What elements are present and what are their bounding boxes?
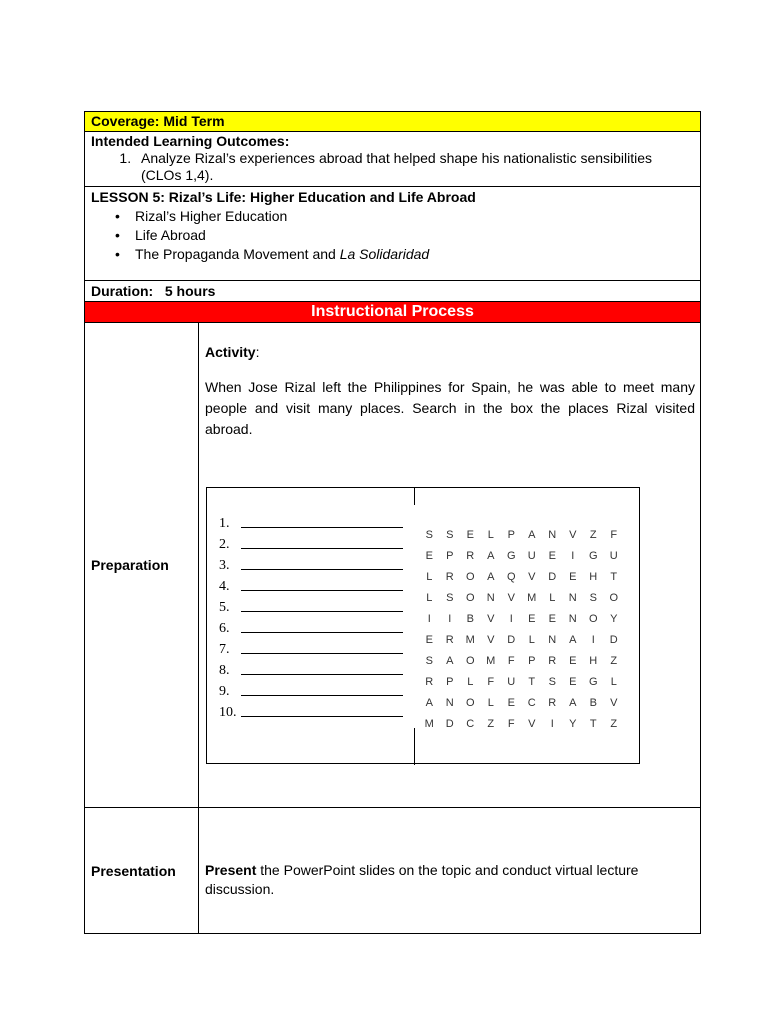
grid-letter: R xyxy=(548,654,557,667)
learning-outcomes-row xyxy=(85,132,700,187)
grid-letter: I xyxy=(448,612,452,625)
grid-letter: O xyxy=(465,591,475,604)
grid-letter: E xyxy=(466,528,474,541)
grid-letter: L xyxy=(426,570,433,583)
grid-letter: C xyxy=(466,717,475,730)
grid-letter: C xyxy=(527,696,536,709)
grid-letter: O xyxy=(465,654,475,667)
grid-letter: L xyxy=(549,591,556,604)
grid-letter: L xyxy=(467,675,474,688)
answer-blank[interactable] xyxy=(241,534,403,549)
lesson-table xyxy=(84,111,701,934)
learning-outcome-item: 1. Analyze Rizal’s experiences abroad that helped shape his nationalistic sensibilities (CLOs 1,4). xyxy=(135,150,694,184)
grid-letter: O xyxy=(465,696,475,709)
grid-letter: N xyxy=(445,696,454,709)
grid-letter: A xyxy=(446,654,454,667)
grid-row xyxy=(419,524,624,545)
grid-letter: M xyxy=(527,591,537,604)
answer-number: 7. xyxy=(219,642,230,657)
instructional-process-header xyxy=(85,302,700,323)
grid-letter: U xyxy=(609,549,618,562)
grid-row xyxy=(419,650,624,671)
grid-letter: P xyxy=(528,654,536,667)
box-divider xyxy=(414,488,415,505)
grid-letter: M xyxy=(486,654,496,667)
word-search-grid xyxy=(419,524,624,734)
grid-letter: B xyxy=(466,612,474,625)
grid-letter: P xyxy=(446,675,454,688)
grid-letter: G xyxy=(506,549,516,562)
grid-letter: E xyxy=(569,570,577,583)
lesson-topic: • Life Abroad xyxy=(135,226,694,245)
grid-row xyxy=(419,713,624,734)
grid-letter: S xyxy=(425,528,433,541)
grid-letter: A xyxy=(569,633,577,646)
learning-outcomes-heading: Intended Learning Outcomes: xyxy=(91,133,290,149)
answer-number: 10. xyxy=(219,705,237,720)
grid-letter: P xyxy=(507,528,515,541)
grid-letter: T xyxy=(610,570,618,583)
lesson-topic-italic: La Solidaridad xyxy=(339,246,430,262)
grid-letter: M xyxy=(424,717,434,730)
grid-letter: V xyxy=(507,591,515,604)
grid-letter: N xyxy=(548,528,557,541)
grid-letter: E xyxy=(507,696,515,709)
answer-blank[interactable] xyxy=(241,597,403,612)
grid-letter: A xyxy=(425,696,433,709)
lesson-title: LESSON 5: Rizal’s Life: Higher Education and Life Abroad xyxy=(91,189,476,205)
grid-letter: V xyxy=(610,696,618,709)
answer-blank[interactable] xyxy=(241,702,403,717)
grid-letter: E xyxy=(425,549,433,562)
preparation-row xyxy=(85,323,700,808)
grid-letter: I xyxy=(509,612,513,625)
answer-blank[interactable] xyxy=(241,513,403,528)
grid-letter: D xyxy=(548,570,557,583)
grid-letter: E xyxy=(569,675,577,688)
answer-blank[interactable] xyxy=(241,618,403,633)
answer-number: 4. xyxy=(219,579,230,594)
grid-letter: I xyxy=(591,633,595,646)
grid-letter: M xyxy=(465,633,475,646)
grid-letter: O xyxy=(609,591,619,604)
answer-line[interactable] xyxy=(219,658,403,679)
word-search-box xyxy=(206,487,640,764)
grid-letter: A xyxy=(569,696,577,709)
answer-line[interactable] xyxy=(219,532,403,553)
grid-letter: S xyxy=(548,675,556,688)
grid-letter: G xyxy=(588,549,598,562)
grid-letter: I xyxy=(550,717,554,730)
answer-number: 8. xyxy=(219,663,230,678)
answer-number: 3. xyxy=(219,558,230,573)
lesson-row xyxy=(85,187,700,281)
grid-letter: H xyxy=(589,654,598,667)
preparation-body xyxy=(199,323,700,807)
grid-letter: E xyxy=(528,612,536,625)
grid-letter: F xyxy=(507,717,515,730)
grid-letter: P xyxy=(446,549,454,562)
grid-letter: E xyxy=(548,549,556,562)
grid-row xyxy=(419,671,624,692)
activity-heading-text: Activity xyxy=(205,344,256,360)
presentation-label: Presentation xyxy=(85,808,199,933)
grid-letter: F xyxy=(487,675,495,688)
grid-row xyxy=(419,545,624,566)
grid-row xyxy=(419,629,624,650)
answer-blank[interactable] xyxy=(241,681,403,696)
grid-letter: I xyxy=(427,612,431,625)
grid-letter: E xyxy=(425,633,433,646)
presentation-text: the PowerPoint slides on the topic and conduct virtual lecture discussion. xyxy=(205,862,639,897)
presentation-instructions xyxy=(205,861,695,899)
grid-letter: D xyxy=(507,633,516,646)
grid-letter: R xyxy=(445,633,454,646)
box-divider xyxy=(414,728,415,765)
duration-row xyxy=(85,281,700,302)
grid-letter: V xyxy=(487,633,495,646)
answer-blank[interactable] xyxy=(241,639,403,654)
answer-line[interactable] xyxy=(219,616,403,637)
answer-line[interactable] xyxy=(219,595,403,616)
grid-letter: S xyxy=(446,591,454,604)
grid-letter: Y xyxy=(610,612,618,625)
answer-lines xyxy=(219,511,403,721)
grid-letter: E xyxy=(569,654,577,667)
presentation-row xyxy=(85,808,700,933)
grid-letter: O xyxy=(465,570,475,583)
grid-letter: N xyxy=(486,591,495,604)
grid-letter: B xyxy=(589,696,597,709)
grid-letter: Z xyxy=(610,654,618,667)
answer-line[interactable] xyxy=(219,574,403,595)
coverage-label: Coverage: Mid Term xyxy=(91,113,225,129)
duration-label: Duration: 5 hours xyxy=(91,283,216,299)
grid-letter: R xyxy=(466,549,475,562)
presentation-bold: Present xyxy=(205,862,257,878)
answer-number: 6. xyxy=(219,621,230,636)
preparation-label: Preparation xyxy=(85,323,199,807)
grid-letter: R xyxy=(425,675,434,688)
answer-number: 5. xyxy=(219,600,230,615)
grid-letter: H xyxy=(589,570,598,583)
lesson-topic-text: The Propaganda Movement and xyxy=(135,246,336,262)
answer-number: 1. xyxy=(219,516,230,531)
grid-letter: V xyxy=(487,612,495,625)
grid-row xyxy=(419,587,624,608)
answer-line[interactable] xyxy=(219,511,403,532)
grid-letter: R xyxy=(445,570,454,583)
grid-letter: S xyxy=(589,591,597,604)
activity-instructions: When Jose Rizal left the Philippines for Spain, he was able to meet many people and visit many places. Search in the box the places Rizal visited abroad. xyxy=(205,379,695,437)
grid-letter: U xyxy=(507,675,516,688)
grid-row xyxy=(419,692,624,713)
grid-letter: U xyxy=(527,549,536,562)
grid-letter: E xyxy=(548,612,556,625)
answer-line[interactable] xyxy=(219,679,403,700)
grid-letter: A xyxy=(487,549,495,562)
grid-letter: Z xyxy=(487,717,495,730)
grid-letter: L xyxy=(487,528,494,541)
grid-letter: F xyxy=(507,654,515,667)
answer-blank[interactable] xyxy=(241,660,403,675)
grid-letter: Q xyxy=(506,570,516,583)
answer-blank[interactable] xyxy=(241,576,403,591)
grid-letter: T xyxy=(589,717,597,730)
grid-letter: N xyxy=(548,633,557,646)
grid-letter: D xyxy=(445,717,454,730)
grid-letter: V xyxy=(528,570,536,583)
grid-letter: A xyxy=(487,570,495,583)
grid-letter: L xyxy=(610,675,617,688)
grid-letter: F xyxy=(610,528,618,541)
lesson-topics xyxy=(91,207,694,264)
grid-letter: S xyxy=(425,654,433,667)
grid-letter: Z xyxy=(610,717,618,730)
coverage-row xyxy=(85,112,700,132)
grid-letter: R xyxy=(548,696,557,709)
grid-letter: Y xyxy=(569,717,577,730)
grid-letter: S xyxy=(446,528,454,541)
answer-number: 9. xyxy=(219,684,230,699)
lesson-topic: • Rizal’s Higher Education xyxy=(135,207,694,226)
activity-heading: Activity: xyxy=(205,344,260,360)
grid-row xyxy=(419,608,624,629)
grid-letter: Z xyxy=(589,528,597,541)
grid-letter: V xyxy=(569,528,577,541)
grid-letter: D xyxy=(609,633,618,646)
grid-letter: L xyxy=(426,591,433,604)
grid-letter: L xyxy=(528,633,535,646)
presentation-body xyxy=(199,808,700,933)
grid-letter: V xyxy=(528,717,536,730)
grid-letter: I xyxy=(571,549,575,562)
grid-letter: T xyxy=(528,675,536,688)
grid-row xyxy=(419,566,624,587)
grid-letter: O xyxy=(588,612,598,625)
grid-letter: A xyxy=(528,528,536,541)
learning-outcomes-list xyxy=(91,150,694,184)
answer-line[interactable] xyxy=(219,700,403,721)
answer-number: 2. xyxy=(219,537,230,552)
grid-letter: N xyxy=(568,612,577,625)
answer-line[interactable] xyxy=(219,637,403,658)
lesson-topic xyxy=(135,245,694,264)
grid-letter: N xyxy=(568,591,577,604)
grid-letter: L xyxy=(487,696,494,709)
answer-line[interactable] xyxy=(219,553,403,574)
grid-letter: G xyxy=(588,675,598,688)
answer-blank[interactable] xyxy=(241,555,403,570)
instructional-process-title: Instructional Process xyxy=(311,303,474,320)
